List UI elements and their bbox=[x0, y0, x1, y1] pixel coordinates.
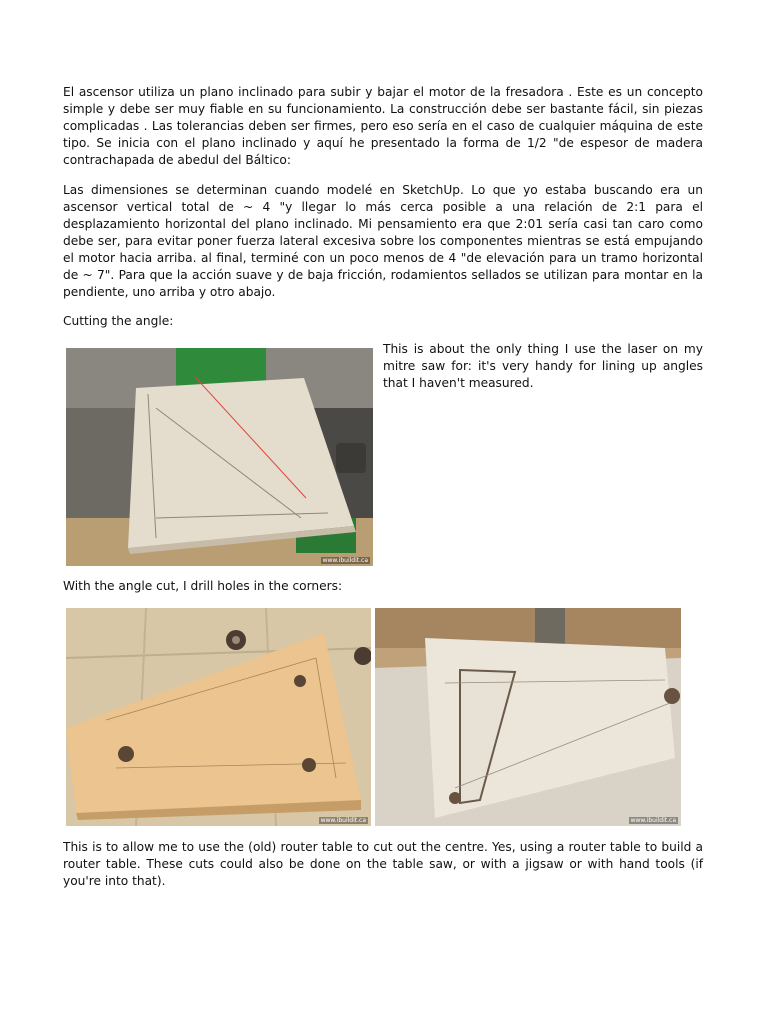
cutting-angle-heading: Cutting the angle: bbox=[63, 314, 174, 328]
drilled-piece-photo bbox=[66, 608, 371, 826]
router-table-paragraph: This is to allow me to use the (old) router table to cut out the centre. Yes, using a router table to build a router table. These cuts could also be done on the table saw, or with a jigsaw or with hand tools (if you're into that). bbox=[63, 840, 703, 888]
photo3-watermark: www.ibuildit.ca bbox=[630, 817, 676, 824]
laser-description: This is about the only thing I use the laser on my mitre saw for: it's very handy for lining up angles that I haven't measured. bbox=[383, 342, 703, 390]
intro-paragraph-es: El ascensor utiliza un plano inclinado para subir y bajar el motor de la fresadora . Este es un concepto simple y debe ser muy fiable en su funcionamiento. La construcción debe ser bastante fácil, sin piezas complicadas . Las tolerancias deben ser firmes, pero eso sería en el caso de cualquier máquina de este tipo. Se inicia con el plano inclinado y aquí he presentado la forma de 1/2 "de espesor de madera contrachapada de abedul del Báltico: bbox=[63, 85, 703, 167]
drill-holes-heading: With the angle cut, I drill holes in the corners: bbox=[63, 579, 343, 593]
mitre-saw-photo bbox=[66, 348, 373, 566]
dimensions-paragraph-es: Las dimensiones se determinan cuando modelé en SketchUp. Lo que yo estaba buscando era un ascensor vertical total de ~ 4 "y llegar lo más cerca posible a una relación de 2:1 para el desplazamiento horizontal del plano inclinado. Mi pensamiento era que 2:01 sería casi tan caro como debe ser, para evitar poner fuerza lateral excesiva sobre los componentes mientras se está empujando el motor hacia arriba. al final, terminé con un poco menos de 4 "de elevación para un tramo horizontal de ~ 7". Para que la acción suave y de baja fricción, rodamientos sellados se utilizan para montar en la pendiente, uno arriba y otro abajo. bbox=[63, 183, 703, 299]
photo2-watermark: www.ibuildit.ca bbox=[320, 817, 366, 824]
router-cut-photo bbox=[375, 608, 681, 826]
photo1-watermark: www.ibuildit.ca bbox=[322, 557, 368, 564]
